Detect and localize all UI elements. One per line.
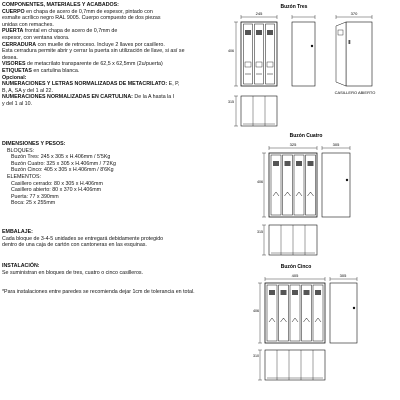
cuerpo-text: en chapa de acero de 0,7mm de espesor, pintado con — [24, 8, 153, 15]
bloque-cinco: Buzón Cinco: 405 x 305 x H.406mm / 8'6Kg — [11, 167, 114, 174]
numeraciones-metacrilato-text: B, A, SA y del 1 al 22. — [2, 87, 53, 94]
plan-depth-label: 315 — [257, 230, 263, 234]
plan-depth-label: 315 — [228, 100, 234, 104]
dimensions-text — [2, 141, 256, 207]
width-label: 405 — [291, 273, 299, 278]
mailbox-door — [279, 285, 289, 341]
open-locker-view — [346, 22, 372, 86]
visores-label: VISORES — [2, 61, 26, 68]
buzon-cinco-diagram — [253, 264, 357, 380]
mailbox-door — [313, 285, 323, 341]
width-label: 325 — [289, 142, 297, 147]
visores-block — [2, 61, 256, 68]
cuerpo-text: esmalte acrílico negro RAL 9005. Cuerpo compuesto de dos piezas — [2, 15, 161, 22]
instalacion-text — [2, 263, 256, 276]
mailbox-front-view — [265, 283, 325, 343]
etiquetas-label: ETIQUETAS — [2, 67, 32, 74]
opcional-heading: Opcional: — [2, 74, 27, 81]
embalaje-line: dentro de una caja de cartón con cantoneras en las esquinas. — [2, 242, 147, 249]
mailbox-door — [290, 285, 300, 341]
bloque-tres: Buzón Tres: 245 x 305 x H.406mm / 5'5Kg — [11, 154, 111, 161]
viewer-window — [267, 30, 273, 35]
cerradura-text: con muelle de retroceso. Incluye 2 llaves por casillero. — [36, 41, 165, 48]
mailbox-door — [267, 285, 277, 341]
mailbox-plan-view — [265, 350, 325, 380]
buzon-tres-title: Buzón Tres — [280, 4, 308, 10]
mailbox-door — [271, 155, 281, 215]
height-label: 406 — [257, 180, 263, 184]
buzon-cinco-title: Buzón Cinco — [280, 264, 312, 270]
numeraciones-cartulina-text: De la A hasta la I — [132, 94, 175, 101]
bloques-label: BLOQUES: — [7, 147, 35, 154]
mailbox-door — [266, 24, 275, 84]
cerradura-block — [2, 42, 256, 62]
height-label: 406 — [228, 49, 234, 53]
dimensions-heading: DIMENSIONES Y PESOS: — [2, 141, 66, 147]
mailbox-front-view — [269, 153, 317, 217]
cuerpo-text: unidas con remaches. — [2, 21, 54, 28]
etiquetas-text: en cartulina blanca. — [31, 67, 80, 74]
embalaje-heading: EMBALAJE: — [2, 229, 33, 235]
etiquetas-block — [2, 68, 256, 75]
lock-knob — [346, 179, 348, 181]
specifications-text — [2, 2, 256, 108]
depth-label: 305 — [339, 273, 347, 278]
installation-note: *Para instalaciones entre paredes se recomienda dejar 1cm de tolerancia en total. — [2, 289, 195, 295]
cerradura-text: Esta cerradura permite abrir y cerrar la puerta sin utilización de llave, si así se — [2, 48, 185, 55]
cuerpo-label: CUERPO — [2, 8, 25, 15]
elementos-label: ELEMENTOS: — [7, 173, 42, 180]
lock-icon — [349, 40, 351, 44]
viewer-window — [256, 62, 262, 67]
numeraciones-cartulina-text: y del 1 al 10. — [2, 100, 33, 107]
puerta-text: espesor, con ventana visora. — [2, 34, 70, 41]
visores-text: de metacrilato transparente de 62,5 x 62,5mm (2u/puerta) — [25, 61, 163, 68]
viewer-window — [256, 30, 262, 35]
elemento-casillero-abierto: Casillero abierto: 80 x 370 x H.406mm — [11, 187, 102, 194]
puerta-text: frontal en chapa de acero de 0,7mm de — [23, 28, 118, 35]
elemento-casillero-cerrado: Casillero cerrado: 80 x 305 x H.406mm — [11, 180, 103, 187]
numeraciones-metacrilato-label: NUMERACIONES Y LETRAS NORMALIZADAS DE METACRILATO: — [2, 81, 168, 88]
mailbox-door — [283, 155, 293, 215]
buzon-cuatro-diagram — [257, 133, 350, 255]
open-depth-label: 370 — [350, 11, 358, 16]
cuerpo-block — [2, 9, 256, 29]
numeraciones-metacrilato-text: E, P, — [167, 81, 180, 88]
lock-knob — [353, 307, 355, 309]
mailbox-plan-view — [269, 225, 317, 255]
instalacion-heading: INSTALACIÓN: — [2, 263, 40, 269]
instalacion-line: Se suministran en bloques de tres, cuatro o cinco casilleros. — [2, 269, 144, 276]
bloque-cuatro: Buzón Cuatro: 325 x 305 x H.406mm / 7'2Kg — [11, 160, 116, 167]
mailbox-side-view — [330, 283, 357, 343]
open-locker-caption: CASILLERO ABIERTO — [334, 90, 376, 95]
embalaje-text — [2, 229, 256, 249]
puerta-block — [2, 28, 256, 41]
cerradura-label: CERRADURA — [2, 41, 37, 48]
numeraciones-cartulina-label: NUMERACIONES NORMALIZADAS EN CARTULINA: — [2, 94, 133, 101]
numeraciones-metacrilato-block — [2, 81, 256, 94]
mailbox-door — [294, 155, 304, 215]
height-label: 406 — [253, 309, 259, 313]
mailbox-door — [306, 155, 316, 215]
mailbox-side-view — [292, 22, 315, 86]
puerta-label: PUERTA — [2, 28, 24, 35]
cerradura-text: desea. — [2, 54, 18, 61]
mailbox-side-view — [322, 153, 350, 217]
elemento-puerta: Puerta: 77 x 390mm — [11, 193, 59, 200]
depth-label: 305 — [332, 142, 340, 147]
materials-heading: COMPONENTES, MATERIALES Y ACABADOS: — [2, 2, 119, 8]
open-door-view — [336, 22, 346, 86]
mailbox-door — [302, 285, 312, 341]
plan-depth-label: 310 — [253, 354, 259, 358]
buzon-cuatro-title: Buzón Cuatro — [289, 133, 323, 139]
embalaje-line: Cada bloque de 3-4-5 unidades se entregará debidamente protegido — [2, 235, 164, 242]
viewer-window — [267, 62, 273, 67]
lock-knob — [311, 45, 313, 47]
width-label: 245 — [255, 11, 263, 16]
elemento-boca: Boca: 25 x 255mm — [11, 200, 56, 207]
numeraciones-cartulina-block — [2, 94, 256, 107]
